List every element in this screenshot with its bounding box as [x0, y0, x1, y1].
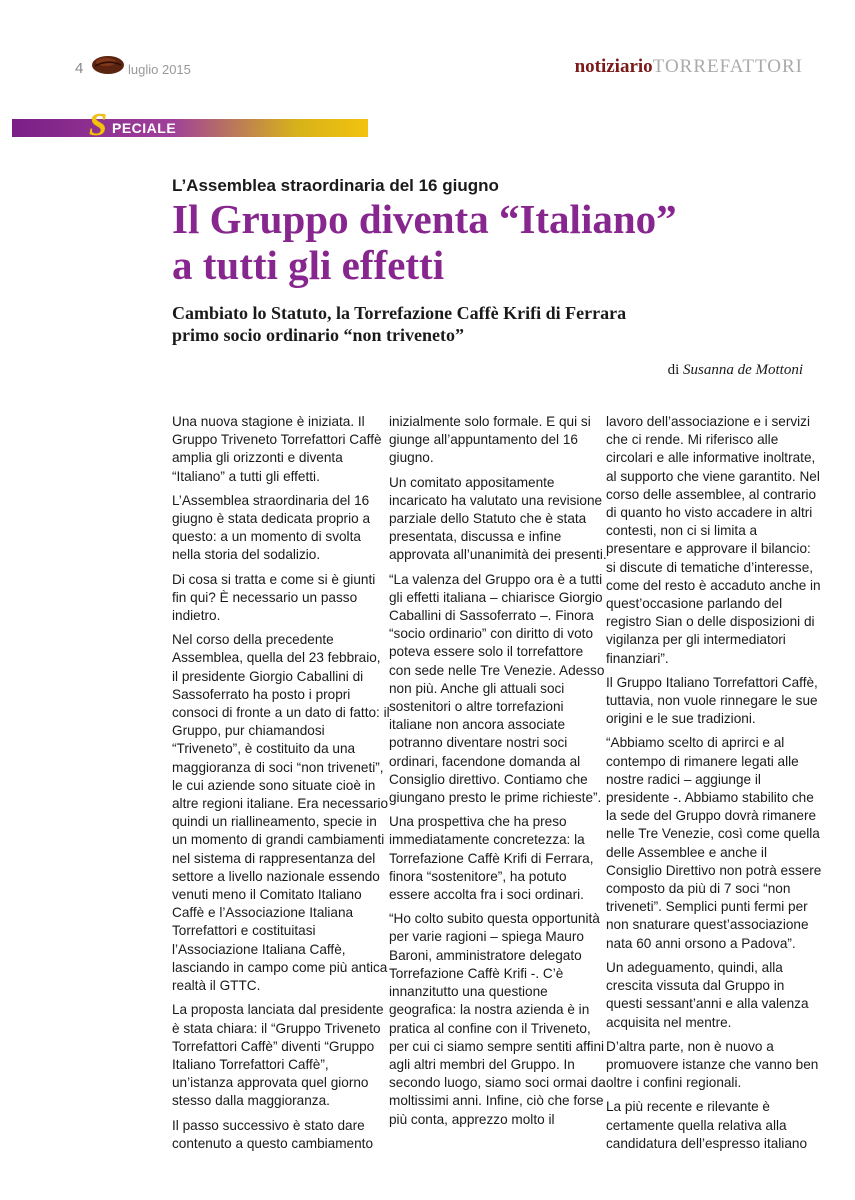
article-subhead — [172, 302, 822, 346]
masthead-notiziario: notiziario — [574, 56, 653, 77]
section-label: PECIALE — [112, 120, 177, 136]
page-number: 4 — [75, 60, 84, 77]
paragraph: inizialmente solo formale. E qui si giunge all’appuntamento del 16 giugno. — [389, 414, 591, 466]
coffee-bean-logo-icon — [90, 54, 126, 76]
headline-line-1: Il Gruppo diventa “Italiano” — [172, 196, 677, 242]
masthead-torrefattori: TORREFATTORI — [652, 56, 803, 77]
byline — [668, 362, 803, 379]
paragraph: “Ho colto subito questa opportunità per varie ragioni – spiega Mauro Baroni, amministratore delegato Torrefazione Caffè Krifi -. C’è innanzitutto una questione geografica: la nostra azienda è in pratica al confine con il Triveneto, per cui ci siamo sempre sentiti affini agli altri membri del Gruppo. In secondo luogo, siamo soci ormai da moltissimi anni. Infine, ciò che forse più conta, apprezzo molto il — [389, 911, 606, 1127]
masthead — [575, 56, 803, 78]
subhead-line-2: primo socio ordinario “non triveneto” — [172, 325, 464, 345]
article-kicker: L’Assemblea straordinaria del 16 giugno — [172, 176, 499, 195]
paragraph: Nel corso della precedente Assemblea, quella del 23 febbraio, il presidente Giorgio Caballini di Sassoferrato ha posto i propri consoci di fronte a un dato di fatto: il Gruppo, pur chiamandosi “Triveneto”, è costituito da una maggioranza di soci “non triveneti”, le cui aziende sono situate cioè in altre regioni italiane. Era necessario quindi un riallineamento, specie in un momento di grandi cambiamenti nel sistema di rappresentanza del settore a livello nazionale essendo venuti meno il Comitato Italiano Caffè e l’Associazione Italiana Torrefattori e costituitasi l’Associazione Italiana Caffè, lasciando in campo come più antica realtà il GTTC. — [172, 632, 390, 994]
paragraph: Un adeguamento, quindi, alla crescita vissuta dal Gruppo in questi sessant’anni e alla valenza acquisita nel mentre. — [606, 959, 809, 1030]
paragraph: “Abbiamo scelto di aprirci e al contempo di rimanere legati alle nostre radici – aggiunge il presidente -. Abbiamo stabilito che la sede del Gruppo dovrà rimanere nelle Tre Venezie, così come quella delle Assemblee e anche il Consiglio Direttivo non potrà essere composto da più di 7 soci “non triveneti”. Semplici punti fermi per non snaturare quest’associazione nata 60 anni orsono a Padova”. — [606, 735, 822, 951]
headline-line-2: a tutti gli effetti — [172, 242, 445, 288]
paragraph: Il Gruppo Italiano Torrefattori Caffè, tuttavia, non vuole rinnegare le sue origini e le sue tradizioni. — [606, 674, 818, 727]
paragraph: Il passo successivo è stato dare contenuto a questo cambiamento — [172, 1117, 374, 1151]
section-initial: S — [89, 106, 107, 142]
paragraph: Un comitato appositamente incaricato ha valutato una revisione parziale dello Statuto che è stata presentata, discussa e infine approvata all’unanimità dei presenti. — [389, 474, 607, 563]
section-band — [12, 119, 368, 137]
paragraph: D’altra parte, non è nuovo a promuovere istanze che vanno ben oltre i confini regionali. — [606, 1038, 819, 1091]
text-column-3 — [606, 413, 824, 1159]
paragraph: Di cosa si tratta e come si è giunti fin qui? È necessario un passo indietro. — [172, 571, 376, 624]
article-headline — [172, 196, 832, 288]
byline-prefix: di — [667, 362, 680, 378]
issue-date: luglio 2015 — [128, 62, 191, 77]
paragraph: Una prospettiva che ha preso immediatamente concretezza: la Torrefazione Caffè Krifi di Ferrara, finora “sostenitore”, ha potuto essere accolta fra i soci ordinari. — [389, 814, 594, 903]
paragraph: La proposta lanciata dal presidente è stata chiara: il “Gruppo Triveneto Torrefattori Caffè” diventi “Gruppo Italiano Torrefattori Caffè”, un’istanza approvata quel giorno stesso dalla maggioranza. — [172, 1002, 384, 1109]
paragraph: lavoro dell’associazione e i servizi che ci rende. Mi riferisco alle circolari e alle informative inoltrate, al supporto che viene garantito. Nel corso delle assemblee, al contrario di quanto ho visto accadere in altri contesti, non ci si limita a presentare e approvare il bilancio: si discute di tematiche d’interesse, come del resto è accaduto anche in quest’occasione parlando del registro Sian o delle disposizioni di vigilanza per gli intermediatori finanziari”. — [606, 414, 821, 666]
author-name: Susanna de Mottoni — [683, 362, 803, 378]
paragraph: L’Assemblea straordinaria del 16 giugno è stata dedicata proprio a questo: a un momento di svolta nella storia del sodalizio. — [172, 492, 371, 563]
paragraph: La più recente e rilevante è certamente quella relativa alla candidatura dell’espresso italiano — [606, 1099, 808, 1151]
subhead-line-1: Cambiato lo Statuto, la Torrefazione Caffè Krifi di Ferrara — [172, 303, 627, 323]
paragraph: Una nuova stagione è iniziata. Il Gruppo Triveneto Torrefattori Caffè amplia gli orizzonti e diventa “Italiano” a tutti gli effetti. — [172, 414, 382, 484]
paragraph: “La valenza del Gruppo ora è a tutti gli effetti italiana – chiarisce Giorgio Caballini di Sassoferrato –. Finora “socio ordinario” con diritto di voto poteva essere solo il torrefattore con sede nelle Tre Venezie. Adesso non più. Anche gli attuali soci sostenitori o altre torrefazioni italiane non ancora associate potranno diventare nostri soci ordinari, facendone domanda al Consiglio direttivo. Contiamo che giungano presto le prime richieste”. — [389, 571, 605, 806]
text-column-1 — [172, 413, 390, 1159]
text-column-2 — [389, 413, 607, 1135]
